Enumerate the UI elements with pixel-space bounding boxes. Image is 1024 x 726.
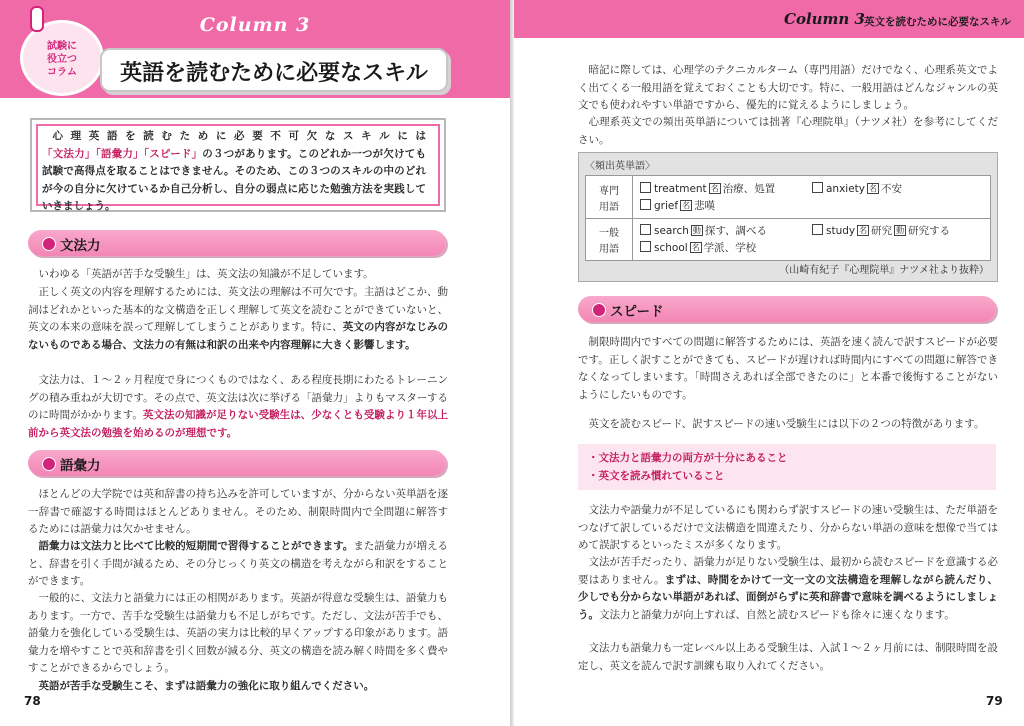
paragraph: 心理系英文での頻出英単語については拙著『心理院単』（ナツメ社）を参考にしてください。 xyxy=(578,116,998,146)
right-header xyxy=(514,0,1024,38)
paragraph: 制限時間内ですべての問題に解答するためには、英語を速く読んで訳すスピードが必要です。正しく訳すことができても、スピードが遅ければ時間内にすべての問題に解答できなくなってしまいます。「時間さえあれば全部できたのに」と本番で後悔することがないようにしたいものです。 xyxy=(578,336,998,401)
checkbox-icon xyxy=(812,224,823,235)
right-page xyxy=(514,0,1024,726)
checkbox-icon xyxy=(640,182,651,193)
glossary-entry: study 名 研究 動 研究する xyxy=(812,223,950,238)
paperclip-icon xyxy=(30,6,44,32)
paragraph: 正しく英文の内容を理解するためには、英文法の理解は不可欠です。主語はどこか、動詞はどれかといった基本的な文構造を正しく理解して英文を読むことができていないと、英文の本来の意味を誤って理解してしまうことがあります。特に、英文の内容がなじみのないものである場合、文法力の有無は和訳の出来や内容理解に大きく影響します。 xyxy=(28,286,448,351)
badge-line-1: 試験に xyxy=(47,41,77,52)
paragraph: 英文を読むスピード、訳すスピードの速い受験生には以下の２つの特徴があります。 xyxy=(588,418,985,430)
row-header: 専門 用語 xyxy=(586,176,633,218)
table-row xyxy=(586,218,990,260)
section-heading-label: スピード xyxy=(610,304,664,320)
page-number: 79 xyxy=(986,694,1003,708)
section-heading-grammar xyxy=(28,230,446,256)
page-number: 78 xyxy=(24,694,41,708)
paragraph: 語彙力は文法力と比べて比較的短期間で習得することができます。また語彙力が増えると、辞書を引く手間が減るため、その分じっくり英文の構造を考えながら和訳をすることができます。 xyxy=(28,540,448,588)
column-title: 英語を読むために必要なスキル xyxy=(120,61,428,86)
checkbox-icon xyxy=(640,224,651,235)
paragraph: 一般的に、文法力と語彙力には正の相関があります。英語が得意な受験生は、語彙力もあります。一方で、苦手な受験生は語彙力も不足しがちです。ただし、文法が苦手でも、語彙力を強化している受験生は、英語の実力は比較的早くアップする印象があります。語彙力を増やすことで英和辞書を引く回数が減る分、英文の構造を読み解く時間を多く費やすことができるからでしょう。 xyxy=(28,592,448,675)
badge-line-3: コラム xyxy=(47,67,77,78)
section-heading-vocabulary xyxy=(28,450,446,476)
checkbox-icon xyxy=(640,199,651,210)
paragraph: いわゆる「英語が苦手な受験生」は、英文法の知識が不足しています。 xyxy=(38,268,374,280)
checkbox-icon xyxy=(640,241,651,252)
paragraph: 文法が苦手だったり、語彙力が足りない受験生は、最初から読むスピードを意識する必要はありません。まずは、時間をかけて一文一文の文法構造を理解しながら読んだり、少しでも分からない単語があれば、面倒がらずに英和辞書で意味を調べるようにしましょう。文法力と語彙力が向上すれば、自然と読むスピードも徐々に速くなります。 xyxy=(578,556,999,621)
glossary-entry: school 名 学派、学校 xyxy=(640,240,756,255)
glossary-entry: grief 名 悲嘆 xyxy=(640,198,715,213)
glossary-table xyxy=(585,175,991,261)
intro-box xyxy=(30,118,446,212)
bullet-dot-icon xyxy=(42,457,56,471)
section-heading-label: 文法力 xyxy=(60,238,101,254)
column-label: Column 3 xyxy=(199,14,311,36)
intro-text: 心理英語を読むために必要不可欠なスキルには「文法力」「語彙力」「スピード」の３つがあります。このどれか一つが欠けても試験で高得点を取ることはできません。そのため、この３つのスキルの中のどれが今の自分に欠けているか自己分析し、自分の弱点に応じた勉強方法を実践していきましょう。 xyxy=(42,130,426,213)
column-title-box xyxy=(100,48,448,92)
paragraph: 暗記に際しては、心理学のテクニカルターム（専門用語）だけでなく、心理系英文でよく出てくる一般用語を覚えておくことも大切です。特に、一般用語はどんなジャンルの英文でも使われやすい単語ですから、優先的に覚えるようにしましょう。 xyxy=(578,64,998,112)
glossary-entry: treatment 名 治療、処置 xyxy=(640,181,775,196)
table-row xyxy=(586,176,990,219)
paragraph: 英語が苦手な受験生こそ、まずは語彙力の強化に取り組んでください。 xyxy=(38,680,375,692)
paragraph: 文法力は、１～２ヶ月程度で身につくものではなく、ある程度長期にわたるトレーニングの積み重ねが大切です。その点で、英文法は次に挙げる「語彙力」よりもマスターするのに時間がかかります。英文法の知識が足りない受験生は、少なくとも受験より１年以上前から英文法の勉強を始めるのが理想です。 xyxy=(28,374,448,439)
section-heading-speed xyxy=(578,296,996,322)
glossary-entry: anxiety 名 不安 xyxy=(812,181,902,196)
section-heading-label: 語彙力 xyxy=(60,458,101,474)
left-page xyxy=(0,0,510,726)
glossary-box xyxy=(578,152,998,282)
checkbox-icon xyxy=(812,182,823,193)
badge-line-2: 役立つ xyxy=(47,54,77,65)
glossary-caption: 〈頻出英単語〉 xyxy=(585,161,655,172)
key-points-box xyxy=(578,444,996,490)
glossary-entry: search 動 探す、調べる xyxy=(640,223,767,238)
bullet-dot-icon xyxy=(592,303,606,317)
row-header: 一般 用語 xyxy=(586,218,633,260)
paragraph: ほとんどの大学院では英和辞書の持ち込みを許可していますが、分からない英単語を逐一辞書で確認する時間はほとんどありません。そのため、制限時間内で全問題に解答するためには語彙力は欠かせません。 xyxy=(28,488,448,536)
key-points: ・文法力と語彙力の両方が十分にあること ・英文を読み慣れていること xyxy=(588,452,788,482)
paragraph: 文法力も語彙力も一定レベル以上ある受験生は、入試１～２ヶ月前には、制限時間を設定し、英文を読んで訳す訓練も取り入れてください。 xyxy=(578,642,998,672)
paragraph: 文法力や語彙力が不足しているにも関わらず訳すスピードの速い受験生は、ただ単語をつなげて訳しているだけで文法構造を間違えたり、分からない単語の意味を想像で当てはめて誤訳するといったミスが多くなります。 xyxy=(578,504,998,552)
running-title: 英文を読むために必要なスキル xyxy=(864,16,1011,28)
glossary-source: （山崎有紀子『心理院単』ナツメ社より抜粋） xyxy=(779,265,989,276)
bullet-dot-icon xyxy=(42,237,56,251)
column-label: Column 3 xyxy=(784,10,865,28)
